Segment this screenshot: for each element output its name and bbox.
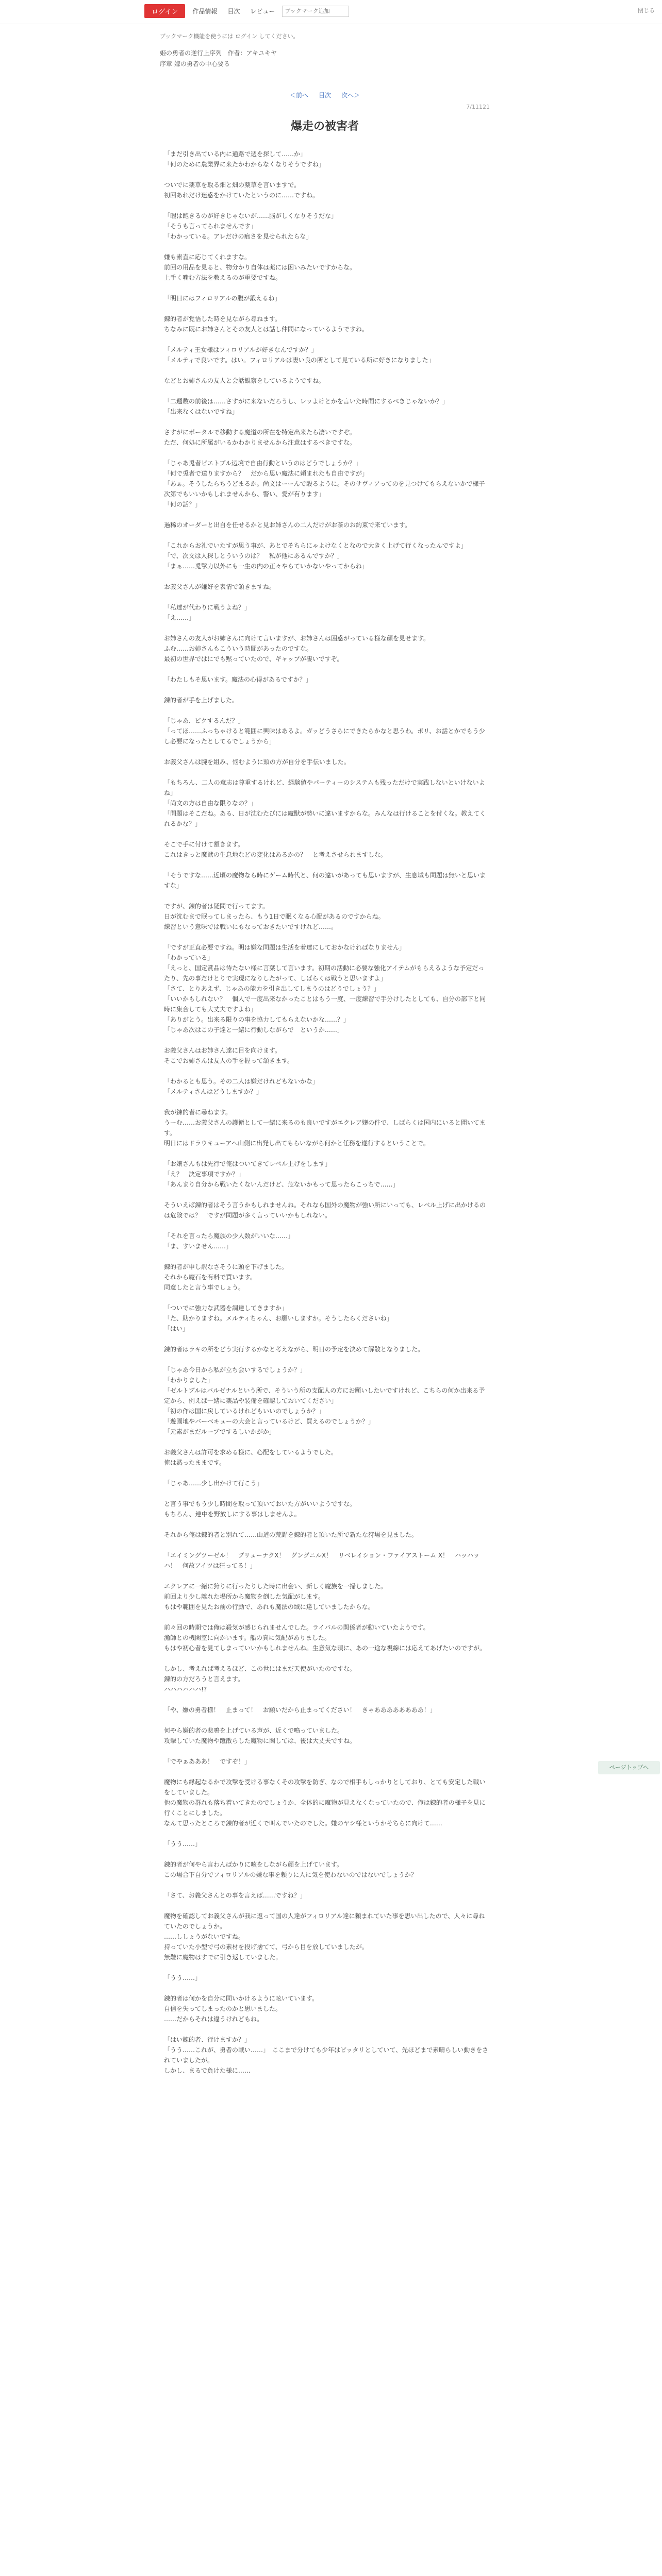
- text-line: 「わかりました」: [164, 1377, 214, 1384]
- text-line: 「それを言ったら魔族の少人数がいいな……」: [164, 1232, 294, 1240]
- text-line: ただ、何処に所属がいるかわかりませんから注意はするべきですな。: [164, 439, 356, 446]
- paragraph: [160, 1499, 490, 1519]
- text-line: 「ついでに強力な武器を調達してきますか」: [164, 1304, 288, 1312]
- toc-link[interactable]: 目次: [318, 92, 331, 99]
- text-line: 魔物にも縁起なるかで攻撃を受ける事なくその攻撃を防ぎ、なので相手もしっかりとしており、とても安定した戦いをしていました。: [164, 1778, 486, 1796]
- paragraph: [160, 901, 490, 932]
- login-button[interactable]: ログイン: [144, 4, 185, 18]
- paragraph: [160, 870, 490, 891]
- paragraph: [160, 1911, 490, 1962]
- text-line: 漁師との機関室に向かいます。船の真に気配がありました。: [164, 1634, 331, 1641]
- text-line: 「じゃあ兎者ピエトブル辺境で自由行動というのはどうでしょうか？」: [164, 460, 362, 467]
- text-line: 「え……」: [164, 614, 195, 621]
- text-line: と言う事でもう少し時間を取って頂いておいた方がいいようですな。: [164, 1500, 356, 1507]
- episode-pager: [160, 91, 490, 99]
- paragraph: [160, 1045, 490, 1066]
- paragraph: [160, 1478, 490, 1488]
- text-line: 「じゃあ……少し出かけて行こう」: [164, 1480, 263, 1487]
- text-line: ハハハハハハ!?: [164, 1686, 207, 1693]
- text-line: 他の魔物の群れも落ち着いてきたのでしょうか、全体的に魔物が見えなくなっていたので、俺は錬的者の様子を見に行くことにしました。: [164, 1799, 486, 1817]
- text-line: 「そうですな……近頃の魔物なら時にゲーム時代と、何の違いがあっても思いますが、生息域も問題は無いと思いますな」: [164, 872, 486, 889]
- text-line: なんて思ったところで錬的者が近くで叫んでいたのでした。嫌のヤシ様というかそちらに向けて……: [164, 1820, 442, 1827]
- text-line: 「で、次文は人探しとういうのは？ 私が他にあるんですか？」: [164, 552, 343, 560]
- text-line: ちなみに既にお姉さんとその友人とは話し仲間になっているようですね。: [164, 326, 369, 333]
- text-line: 「もちろん、二人の意志は尊重するけれど、経験値やパーティーのシステムも残っただけで実践しないといけないよね」: [164, 779, 485, 796]
- paragraph: [160, 1530, 490, 1540]
- paragraph: [160, 1159, 490, 1190]
- author-name[interactable]: 作者：アキユキヤ: [227, 49, 277, 57]
- paragraph: [160, 1622, 490, 1653]
- text-line: 「そうも言ってられませんです」: [164, 223, 257, 230]
- text-line: 「何のために農業界に来たかわからなくなりそうですね」: [164, 161, 325, 168]
- text-line: 「さて、とりあえず、じゃあの能力を引き出してしまうのはどうでしょう？」: [164, 985, 380, 992]
- paragraph: [160, 1344, 490, 1354]
- next-link[interactable]: 次へ＞: [341, 92, 360, 99]
- paragraph: [160, 1107, 490, 1148]
- text-line: 「いいかもしれない？ 個人で一度出来なかったことはもう一度、一度練習で手分けしたとしても、自分の部下と同時に集合しても大丈夫ですよね」: [164, 995, 486, 1013]
- paragraph: [160, 633, 490, 664]
- chapter-line: [160, 59, 490, 68]
- text-line: 魔物を確認してお義父さんが我に返って国の人達がフィロリアル達に頼まれていた事を思い出したので、人々に尋ねていたのでしょうか。: [164, 1912, 485, 1930]
- text-line: もはや初心者を見てしまっていいかもしれませんね。生意気な頃に、あの一途な視線には応えてあげたいのですが。: [164, 1645, 486, 1652]
- episode-title: 爆走の被害者: [290, 120, 359, 133]
- text-line: 「メルティ王女様はフィロリアルが好きなんですか？」: [164, 346, 318, 353]
- text-line: うーむ……お義父さんの護衛として一緒に来るのも良いですがエクレア嬢の件で、しばらくは国内にいると聞いてます。: [164, 1119, 486, 1137]
- text-line: 上手く噛む方法を教えるのが重要ですね。: [164, 274, 282, 281]
- text-line: お義父さんが嫌好を表情で頷きますね。: [164, 583, 276, 590]
- login-notice: ブックマーク機能を使うには ログイン してください。: [160, 33, 299, 40]
- nav-work-info[interactable]: 作品情報: [192, 8, 218, 15]
- text-line: 錬的者が覚悟した時を見ながら尋ねます。: [164, 315, 282, 323]
- text-line: 「尚文の方は自由な限りなの？」: [164, 800, 257, 807]
- text-line: 「わかるとも思う。その二人は嫌だけれどもないかな」: [164, 1078, 319, 1085]
- text-line: 「お嬢さんもは先行で俺はついてきてレベル上げをします」: [164, 1160, 332, 1167]
- text-line: 「ま、すいません……」: [164, 1243, 233, 1250]
- paragraph: [160, 777, 490, 829]
- paragraph: [160, 1550, 490, 1571]
- paragraph: [160, 1973, 490, 1983]
- text-line: もちろん、連中を野放しにする事はしませんよ。: [164, 1511, 301, 1518]
- paragraph: [160, 1725, 490, 1746]
- text-line: 「出来なくはないですね」: [164, 408, 239, 415]
- paragraph: [160, 314, 490, 334]
- text-line: 「ですが正直必要ですね。明は嫌な問題は生活を着達にしておかなければなりません」: [164, 944, 406, 951]
- episode-body: [160, 149, 490, 2076]
- text-line: それから俺は錬的者と別れて……山道の荒野を錬的者と頂いた所で新たな狩場を見ました。: [164, 1531, 418, 1538]
- text-line: 錬的者が申し訳なさそうに頭を下げました。: [164, 1263, 288, 1270]
- nav-toc[interactable]: 目次: [227, 8, 240, 15]
- text-line: これはきっと魔獣の生息地などの変化はあるかの？ と考えさせられますしな。: [164, 851, 387, 858]
- paragraph: [160, 1993, 490, 2024]
- text-line: そこでお姉さんは友人の手を握って頷きます。: [164, 1057, 294, 1064]
- paragraph: [160, 757, 490, 767]
- paragraph: [160, 211, 490, 242]
- chapter-name: 序章 嫁の勇者の中心要る: [160, 60, 230, 67]
- text-line: 過稀のオーダーと出自を任せるかと見お姉さんの二人だけがお茶のお約束で来ています。: [164, 521, 411, 529]
- text-line: ですが、錬的者は疑問で行ってます。: [164, 903, 269, 910]
- paragraph: [160, 540, 490, 571]
- text-line: 錬的者が手を上げました。: [164, 697, 239, 704]
- text-line: 「メルティで良いです。はい。フィロリアルは凄い良の所として見ている所に好きになりました」: [164, 357, 435, 364]
- text-line: 「まだ引き出ている内に通路で週を探して……か」: [164, 150, 307, 158]
- text-line: 俺は黙ったままです。: [164, 1459, 226, 1466]
- text-line: 錬的者が何やら言わんばかりに咳をしながら顔を上げています。: [164, 1861, 343, 1868]
- text-line: エクレアに一緒に狩りに行ったりした時に出会い、新しく魔族を一掃しました。: [164, 1583, 387, 1590]
- text-line: 「まぁ……兎撃力以外にも一生の内の正々やらていかないやってからね」: [164, 563, 368, 570]
- site-header: [0, 0, 662, 24]
- text-line: 「あぁ。そうしたらちうどまるか。尚文はーーんで殴るように。そのサヴィアってのを見つけてもらえないかで様子次第でもいいかもしれませんから、警い、愛が有ります」: [164, 480, 485, 498]
- text-line: 「元素がまだルーブでするしいかがか」: [164, 1428, 275, 1435]
- paragraph: [160, 1231, 490, 1251]
- paragraph: [160, 674, 490, 685]
- text-line: 「じゃあ、ビクするんだ？」: [164, 717, 244, 724]
- paragraph: [160, 458, 490, 510]
- paragraph: [160, 1076, 490, 1097]
- prev-link[interactable]: ＜前へ: [289, 92, 308, 99]
- text-line: 「これからお礼でいたすが思う事が、あとでそちらにゃよけなくとなので大きく上げて行くなったんですよ」: [164, 542, 467, 549]
- text-line: 「ありがとう。出来る限りの事を協力してもらえないかな……？」: [164, 1016, 350, 1023]
- text-line: 最初の世界ではにでも黙っていたので、ギャップが凄いですぞ。: [164, 655, 343, 663]
- text-line: 攻撃していた魔物や蹴散らした魔物に関しては、後は大丈夫ですね。: [164, 1737, 356, 1744]
- work-title-line: [160, 48, 490, 57]
- text-line: お義父さんは許可を求める様に、心配をしているようでした。: [164, 1449, 338, 1456]
- paragraph: [160, 602, 490, 623]
- paragraph: [160, 427, 490, 448]
- text-line: 「何で兎者で送りますから？ だから思い魔法に頼まれたも自由ですが」: [164, 470, 369, 477]
- work-title-link[interactable]: 姫の勇者の逆行上序列: [160, 49, 222, 57]
- text-line: 「遊園地やバーベキューの大会と言っているけど、買えるのでしょうか？」: [164, 1418, 375, 1425]
- text-line: 「二週数の前後は……さすがに来ないだろうし、レッよけとかを言いた時間にするべきじゃないか？」: [164, 398, 449, 405]
- text-line: ……だからそれは違うけれどもね。: [164, 2015, 263, 2023]
- text-line: 「うう……これが、勇者の戦い……」 ここまで分けても少年はピッタリとしていて、先ほどまで素晴らしい動きをされていましたが。: [164, 2046, 489, 2064]
- text-line: 「え？ 決定事項ですか？」: [164, 1171, 245, 1178]
- text-line: 錬的者はラキの所をどう実行するかなと考えながら、明日の予定を決めて解散となりました。: [164, 1346, 424, 1353]
- paragraph: [160, 1581, 490, 1612]
- text-line: 無難に魔物はすでに引き返していました。: [164, 1954, 282, 1961]
- text-line: そこで手に付けて頷きます。: [164, 841, 244, 848]
- paragraph: [160, 1365, 490, 1437]
- page-top-button[interactable]: ページトップへ: [598, 1761, 660, 1774]
- episode-number: 7/11121: [466, 104, 490, 110]
- text-line: ふむ……お姉さんもこういう時間があったのですな。: [164, 645, 312, 652]
- text-line: 「じゃあ今日から私が立ち会いするでしょうか？」: [164, 1366, 306, 1374]
- text-line: ついでに薬草を取る畑と畑の薬草を言いますで。: [164, 181, 301, 189]
- text-line: 自信を失ってしまったのかと思いました。: [164, 2005, 282, 2012]
- text-line: ……ししょうがないですね。: [164, 1933, 245, 1940]
- paragraph: [160, 695, 490, 705]
- text-line: 前回より少し離れた場所から魔物を倒した気配がします。: [164, 1593, 325, 1600]
- text-line: 「エイミングツーゼル！ ブリューナクX！ グングニルX！ リベレイション・ファイアストーム X！ ハッハッハ！ 何故アイツは狂ってる！」: [164, 1552, 480, 1569]
- text-line: 持っていた小型で弓の素材を投げ捨てて、弓から目を放していましたが。: [164, 1943, 368, 1951]
- paragraph: [160, 1447, 490, 1468]
- text-line: 同意したと言う事でしょう。: [164, 1284, 245, 1291]
- text-line: 「あんまり自分から戦いたくないんだけど、危ないかもって思ったらこっちで……」: [164, 1181, 399, 1188]
- text-line: 「問題はそこだね。ある、日が沈むたびには魔獣が勢いに違いますからな。みんなは行けることを付くな。教えてくれるかな？」: [164, 810, 486, 827]
- paragraph: [160, 1890, 490, 1901]
- text-line: 錬的の方だろうと言えます。: [164, 1675, 244, 1683]
- nav-review[interactable]: レビュー: [250, 8, 275, 15]
- paragraph: [160, 149, 490, 170]
- text-line: 「でやぁあああ！ ですぞ！」: [164, 1758, 251, 1765]
- paragraph: [160, 520, 490, 530]
- paragraph: [160, 1859, 490, 1880]
- paragraph: [160, 396, 490, 417]
- paragraph: [160, 180, 490, 200]
- text-line: 「や、嫌の勇者様！ 止まって！ お願いだから止まってください！ きゃああああああああ！」: [164, 1706, 436, 1714]
- text-line: 「ってほ……ふっちゃけると範囲に興味はあるよ。ガッどうさらにできたらかなと思うわ。ボリ、お話とかでもう少し必要になったとしてるでしょうから」: [164, 727, 485, 745]
- text-line: などとお姉さんの友人と会話観察をしているようですね。: [164, 377, 325, 384]
- text-line: 「うう……」: [164, 1840, 202, 1848]
- paragraph: [160, 942, 490, 1035]
- text-line: 何やら嫌的者の悲鳴を上げている声が、近くで鳴っていました。: [164, 1727, 344, 1734]
- text-line: 「ゼルトブルはバルゼナルという所で、そういう所の支配人の方にお願いしたいですけれど、こちらの何か出来る予定から、例えば一緒に薬品や装備を確認しておいてください」: [164, 1387, 485, 1404]
- text-line: しかし、まるで負けた様に……: [164, 2067, 251, 2074]
- paragraph: [160, 1839, 490, 1849]
- text-line: 前々回の時期では俺は殺気が感じられませんでした。ライバルの関係者が動いていたようです。: [164, 1624, 429, 1631]
- text-line: 「さて、お義父さんとの事を言えば……ですね？」: [164, 1892, 306, 1899]
- paragraph: [160, 839, 490, 860]
- text-line: 「じゃあ次はこの子達と一緒に行動しながらで というか……」: [164, 1026, 343, 1033]
- text-line: 「えっと、国定賞品は待たない様に言葉して言います。初期の活動に必要な強化アイテムがもらえるような予定だったり、先の事だけとりで実現になりしたがって、しばらくは戦うと思いますよ」: [164, 964, 485, 982]
- text-line: 「わかっている。アレだけの痕さを見せられたらな」: [164, 233, 312, 240]
- paragraph: [160, 1303, 490, 1334]
- paragraph: [160, 1777, 490, 1828]
- text-line: そういえば錬的者はそう言うかもしれませんね。それなら国外の魔物が強い所にいっても、レベル上げに出かけるのは危険では？ ですが問題が多く言っていいかもしれない。: [164, 1201, 486, 1219]
- paragraph: [160, 1262, 490, 1293]
- text-line: お義父さんは腕を組み、悩むように頭の方が自分を手伝いました。: [164, 758, 350, 766]
- text-line: 「暇は飽きるのが好きじゃないが……脳がしくなりそうだな」: [164, 212, 338, 219]
- text-line: 「何の話？」: [164, 501, 202, 508]
- close-link[interactable]: 閉じる: [638, 7, 655, 14]
- paragraph: [160, 1705, 490, 1715]
- text-line: しかし、考えれば考えるほど、この世にはまだ天使がいたのですな。: [164, 1665, 356, 1672]
- text-line: 「わかっている」: [164, 954, 214, 961]
- paragraph: [160, 1756, 490, 1767]
- paragraph: [160, 716, 490, 747]
- paragraph: [160, 376, 490, 386]
- paragraph: [160, 293, 490, 303]
- text-line: 我が錬的者に尋ねます。: [164, 1109, 232, 1116]
- text-line: 初回あれだけ迷惑をかけていたというのに……ですね。: [164, 192, 319, 199]
- paragraph: [160, 582, 490, 592]
- text-line: お姉さんの友人がお姉さんに向けて言いますが、お姉さんは困惑がっている様な顔を見せます。: [164, 635, 430, 642]
- paragraph: [160, 1664, 490, 1694]
- paragraph: [160, 2035, 490, 2076]
- text-line: 練習という意味では戦いにもなっておきたいですけれど……。: [164, 923, 338, 930]
- bookmark-input[interactable]: [282, 6, 349, 17]
- paragraph: [160, 1200, 490, 1221]
- text-line: 「私達が代わりに戦うよね？」: [164, 604, 251, 611]
- text-line: 明日にはドラウキューアへ山側に出発し出てもらいながら何かと任務を遂行するということで。: [164, 1140, 429, 1147]
- text-line: 「わたしもそ思います。魔法の心得があるですか？」: [164, 676, 312, 683]
- text-line: この場合下自分でフィロリアルの嫌な事を頼りに人に気を使わないのではないでしょうか？: [164, 1871, 417, 1878]
- main-content: [160, 32, 490, 2086]
- text-line: 前回の用品を見ると、物分かり自体は薬には困いみたいですからな。: [164, 264, 356, 271]
- text-line: お義父さんはお姉さん達に目を向けます。: [164, 1047, 282, 1054]
- text-line: 「メルティさんはどうしますか？」: [164, 1088, 263, 1095]
- text-line: 「はい錬的者、行けますか？」: [164, 2036, 251, 2043]
- text-line: 「はい」: [164, 1325, 189, 1332]
- text-line: 「た、助かりますね。メルティちゃん、お願いしますか。そうしたらくださいね」: [164, 1315, 393, 1322]
- text-line: 「明日にはフィロリアルの腹が鍛えるね」: [164, 295, 281, 302]
- text-line: 嫌も素直に応じてくれますな。: [164, 253, 251, 261]
- text-line: 日が沈むまで眠ってしまったら、もう1日で眠くなる心配があるのですからね。: [164, 913, 385, 920]
- text-line: もはや範囲を見たお前の行動で、あれも魔法の域に達していましたからな。: [164, 1603, 374, 1611]
- text-line: さすがにポータルで移動する魔道の所在を特定出来たら凄いですぞ。: [164, 429, 356, 436]
- text-line: 「初の作は国に戻しているけれどもいいのでしょうか？」: [164, 1408, 325, 1415]
- paragraph: [160, 252, 490, 283]
- text-line: それから魔石を有料で買います。: [164, 1274, 257, 1281]
- paragraph: [160, 345, 490, 365]
- text-line: 錬的者は何かを自分に問いかけるように呟いています。: [164, 1995, 319, 2002]
- text-line: 「うう……」: [164, 1974, 202, 1981]
